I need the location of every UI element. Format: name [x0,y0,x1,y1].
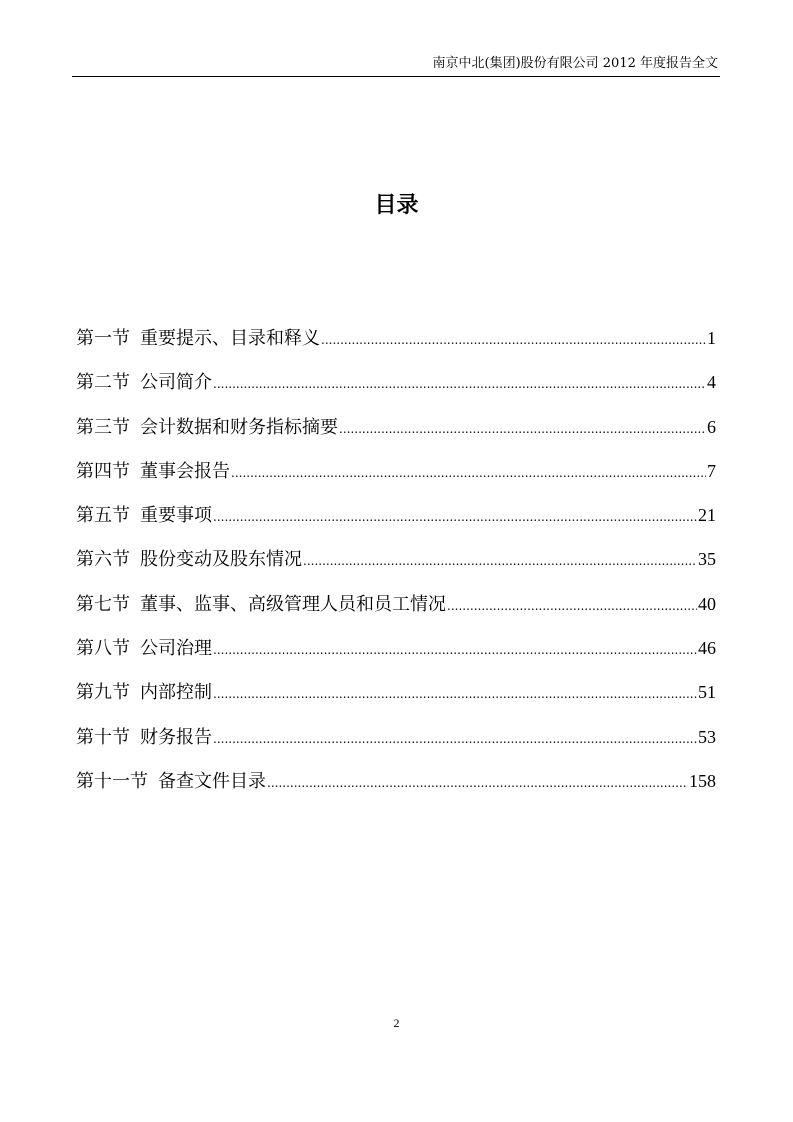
page-number: 2 [393,1016,400,1030]
toc-entry[interactable] [76,458,716,502]
toc-entry[interactable] [76,414,716,458]
toc-section-title: 内部控制 [140,682,212,704]
toc-leader-dots [213,637,697,663]
toc-section-number: 第六节 [76,549,130,571]
toc-leader-dots [267,770,688,796]
toc-page-number: 40 [698,593,716,614]
table-of-contents [76,325,716,812]
toc-page-number: 7 [707,460,716,481]
toc-entry[interactable] [76,724,716,768]
toc-section-title: 重要提示、目录和释义 [140,328,320,349]
toc-section-number: 第四节 [76,460,130,482]
toc-leader-dots [303,548,697,574]
toc-section-title: 公司治理 [140,638,212,660]
toc-section-title: 公司简介 [140,372,212,394]
toc-entry[interactable] [76,591,716,635]
toc-section-number: 第一节 [76,328,130,349]
toc-entry[interactable] [76,546,716,590]
page-header [72,56,720,77]
toc-leader-dots [213,504,697,530]
toc-entry[interactable] [76,768,716,812]
toc-page-number: 1 [707,328,716,348]
toc-section-title: 董事、监事、高级管理人员和员工情况 [140,593,446,615]
toc-section-number: 第七节 [76,593,130,615]
toc-section-number: 第九节 [76,682,130,704]
toc-section-title: 董事会报告 [140,460,230,482]
toc-leader-dots [339,416,706,442]
toc-entry[interactable] [76,325,716,369]
toc-leader-dots [213,681,697,707]
toc-page-number: 4 [707,372,716,393]
toc-page-number: 51 [698,682,716,703]
toc-page-number: 6 [707,416,716,437]
toc-section-title: 财务报告 [140,726,212,748]
toc-entry[interactable] [76,502,716,546]
toc-section-title: 会计数据和财务指标摘要 [140,416,338,438]
toc-leader-dots [213,371,706,397]
toc-page-number: 21 [698,505,716,526]
toc-section-number: 第三节 [76,416,130,438]
toc-leader-dots [213,726,697,752]
toc-entry[interactable] [76,635,716,679]
toc-section-number: 第八节 [76,638,130,660]
toc-section-number: 第二节 [76,372,130,394]
toc-page-number: 158 [689,770,716,791]
toc-section-number: 第五节 [76,505,130,527]
toc-section-number: 第十节 [76,726,130,748]
toc-page-number: 35 [698,549,716,570]
page-title: 目录 [374,193,419,218]
toc-section-title: 股份变动及股东情况 [140,549,302,571]
toc-page-number: 46 [698,638,716,659]
toc-section-title: 备查文件目录 [158,770,266,792]
toc-section-title: 重要事项 [140,505,212,527]
toc-page-number: 53 [698,726,716,747]
header-title: 南京中北(集团)股份有限公司 2012 年度报告全文 [432,56,718,71]
toc-entry[interactable] [76,679,716,723]
toc-section-number: 第十一节 [76,770,148,792]
toc-entry[interactable] [76,369,716,413]
toc-leader-dots [447,593,697,619]
toc-leader-dots [231,460,706,486]
toc-leader-dots [321,327,706,353]
